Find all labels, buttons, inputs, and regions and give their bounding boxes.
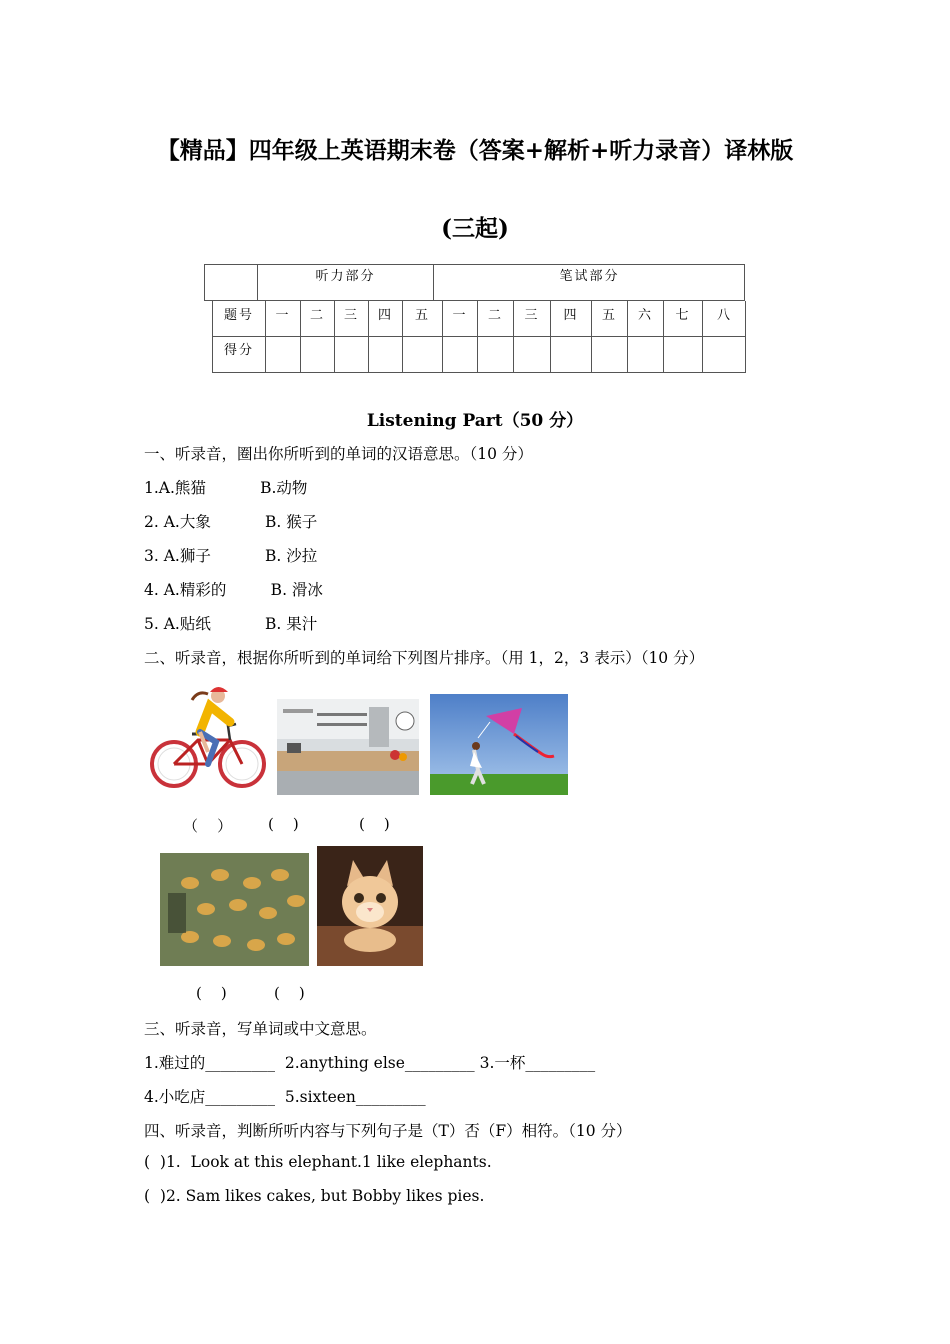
written-col-2: 二 [487,308,503,323]
q4-heading: 四、听录音，判断所听内容与下列句子是（T）否（F）相符。（10 分） [144,1122,632,1140]
row-label-number: 题号 [223,308,254,323]
listening-col-5: 五 [414,308,430,323]
fish-picture [160,853,309,966]
written-header: 笔试部分 [559,269,620,284]
written-col-4: 四 [563,308,579,323]
picture-1-paren: （ ） [183,817,233,835]
q1-item-4: 4. A.精彩的 B. 滑冰 [144,581,323,599]
score-table [204,264,746,374]
kite-picture [430,694,568,795]
written-col-3: 三 [524,308,540,323]
cyclist-picture [146,682,268,790]
q1-item-1: 1.A.熊猫 B.动物 [144,479,308,497]
listening-part-title: Listening Part（50 分） [366,411,584,431]
kitchen-picture [277,699,419,795]
q1-item-5: 5. A.贴纸 B. 果汁 [144,615,318,633]
q2-heading: 二、听录音，根据你所听到的单词给下列图片排序。（用 1，2，3 表示）（10 分） [144,649,705,667]
page-subtitle: (三起) [441,215,509,242]
q3-heading: 三、听录音，写单词或中文意思。 [144,1020,377,1038]
kitten-picture [317,846,423,966]
written-col-1: 一 [452,308,468,323]
q1-item-3: 3. A.狮子 B. 沙拉 [144,547,318,565]
q1-heading: 一、听录音，圈出你所听到的单词的汉语意思。（10 分） [144,445,533,463]
picture-5-paren: ( ) [274,984,305,1002]
picture-3-paren: ( ) [359,815,390,833]
q3-line-2: 4.小吃店_________ 5.sixteen_________ [144,1088,426,1106]
q4-item-2: ( )2. Sam likes cakes, but Bobby likes pies. [144,1187,485,1205]
listening-col-3: 三 [343,308,359,323]
written-col-6: 六 [637,308,653,323]
listening-header: 听力部分 [315,269,376,284]
written-col-5: 五 [601,308,617,323]
row-label-score: 得分 [223,343,254,358]
q4-item-1: ( )1. Look at this elephant.1 like elephants. [144,1153,492,1171]
picture-4-paren: ( ) [196,984,227,1002]
listening-col-1: 一 [275,308,291,323]
q3-line-1: 1.难过的_________ 2.anything else_________ 3.一杯_________ [144,1054,596,1072]
written-col-7: 七 [675,308,691,323]
q1-item-2: 2. A.大象 B. 猴子 [144,513,318,531]
written-col-8: 八 [716,308,732,323]
picture-2-paren: ( ) [268,815,299,833]
listening-col-2: 二 [309,308,325,323]
listening-col-4: 四 [377,308,393,323]
page-title: 【精品】四年级上英语期末卷（答案+解析+听力录音）译林版 [156,137,794,164]
